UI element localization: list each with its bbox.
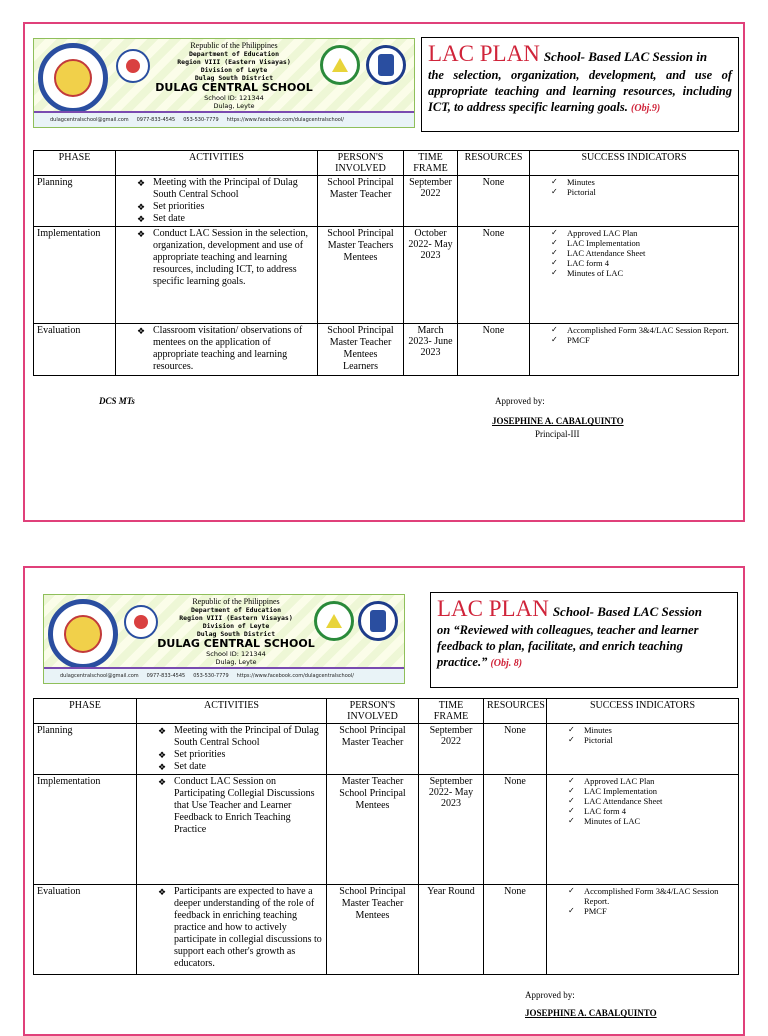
indicator-item: ✓ Minutes	[567, 177, 735, 187]
column-header: PHASE	[34, 699, 137, 724]
telephone-text: 053-530-7779	[193, 673, 229, 679]
indicator-item: ✓ LAC Implementation	[584, 786, 735, 796]
table-row	[34, 724, 739, 775]
school-id: School ID: 121344	[204, 94, 264, 102]
resources-cell: None	[458, 176, 530, 227]
phase-cell: Evaluation	[34, 885, 137, 975]
dulag-central-school-seal-icon	[38, 43, 108, 113]
deped-seal-icon	[366, 45, 406, 85]
indicator-item: ✓ PMCF	[584, 906, 735, 916]
indicators-list	[550, 886, 735, 916]
activity-item: ❖ Set date	[153, 213, 314, 225]
phase-cell: Planning	[34, 724, 137, 775]
indicator-item: ✓ Approved LAC Plan	[584, 776, 735, 786]
school-header-banner	[43, 594, 405, 684]
school-header-text	[154, 42, 314, 110]
approver-position: Principal-III	[535, 429, 580, 439]
activities-list	[119, 177, 314, 225]
column-header: PERSON'S INVOLVED	[318, 151, 404, 176]
column-header: PHASE	[34, 151, 116, 176]
lac-plan-table	[33, 150, 739, 376]
prepared-by-text: DCS MTs	[99, 396, 135, 406]
department-text: Department of Education	[190, 606, 281, 614]
region-text: Region VIII (Eastern Visayas)	[177, 58, 291, 66]
school-location: Dulag, Leyte	[215, 658, 257, 666]
activity-item: ❖ Set priorities	[153, 201, 314, 213]
activity-item: ❖ Conduct LAC Session in the selection, organization, development and use of appropriate teaching and learning resources, including ICT, to address specific learning goals.	[153, 228, 314, 288]
table-row	[34, 324, 739, 376]
region-text: Region VIII (Eastern Visayas)	[179, 614, 293, 622]
indicator-item: ✓ Minutes	[584, 725, 735, 735]
indicator-item: ✓ LAC Attendance Sheet	[584, 796, 735, 806]
column-header: PERSON'S INVOLVED	[327, 699, 419, 724]
table-row	[34, 227, 739, 324]
table-header-row	[34, 699, 739, 724]
column-header: RESOURCES	[484, 699, 547, 724]
lac-plan-page-1	[23, 22, 745, 522]
indicators-list	[533, 325, 735, 345]
indicator-item: ✓ LAC form 4	[584, 806, 735, 816]
plan-title-box	[421, 37, 739, 132]
district-text: Dulag South District	[196, 630, 276, 638]
plan-title: LAC PLAN	[437, 596, 549, 621]
indicator-item: ✓ LAC Implementation	[567, 238, 735, 248]
plan-subtitle: School- Based LAC Session in	[543, 49, 708, 64]
school-name: DULAG CENTRAL SCHOOL	[155, 81, 313, 94]
indicator-item: ✓ Pictorial	[567, 187, 735, 197]
contact-strip	[34, 111, 414, 127]
column-header: TIME FRAME	[404, 151, 458, 176]
division-of-leyte-seal-icon	[320, 45, 360, 85]
indicator-item: ✓ Minutes of LAC	[567, 268, 735, 278]
indicator-item: ✓ LAC form 4	[567, 258, 735, 268]
column-header: TIME FRAME	[419, 699, 484, 724]
plan-subtitle: School- Based LAC Session	[552, 604, 702, 619]
deped-seal-icon	[358, 601, 398, 641]
time-frame-cell: Year Round	[419, 885, 484, 975]
time-frame-cell: October 2022- May 2023	[404, 227, 458, 324]
table-row	[34, 775, 739, 885]
division-text: Division of Leyte	[202, 622, 270, 630]
plan-description: on “Reviewed with colleagues, teacher and learner feedback to plan, facilitate, and enrich teaching practice.” (Obj. 8)	[437, 623, 699, 669]
phase-cell: Implementation	[34, 227, 116, 324]
column-header: SUCCESS INDICATORS	[547, 699, 739, 724]
activities-list	[140, 886, 323, 970]
school-header-text	[156, 598, 316, 666]
time-frame-cell: March 2023- June 2023	[404, 324, 458, 376]
resources-cell: None	[484, 724, 547, 775]
approved-by-label: Approved by:	[495, 396, 545, 406]
activity-item: ❖ Meeting with the Principal of Dulag South Central School	[174, 725, 323, 749]
contact-strip	[44, 667, 404, 683]
school-name: DULAG CENTRAL SCHOOL	[157, 637, 315, 650]
column-header: ACTIVITIES	[116, 151, 318, 176]
time-frame-cell: September 2022	[404, 176, 458, 227]
facebook-text: https://www.facebook.com/dulagcentralschool/	[226, 117, 344, 123]
persons-cell: School Principal Master Teachers Mentees	[318, 227, 404, 324]
indicators-list	[533, 228, 735, 278]
activities-list	[119, 228, 314, 288]
table-row	[34, 176, 739, 227]
column-header: SUCCESS INDICATORS	[530, 151, 739, 176]
approver-name: JOSEPHINE A. CABALQUINTO	[525, 1008, 657, 1018]
activity-item: ❖ Classroom visitation/ observations of mentees on the application of appropriate teaching and learning resources.	[153, 325, 314, 373]
plan-description: the selection, organization, development, and use of appropriate teaching and learning resources, including ICT, to address specific learning goals. (Obj.9)	[428, 68, 732, 114]
indicator-item: ✓ LAC Attendance Sheet	[567, 248, 735, 258]
activities-list	[119, 325, 314, 373]
plan-title: LAC PLAN	[428, 41, 540, 66]
persons-cell: School Principal Master Teacher Mentees	[327, 885, 419, 975]
district-text: Dulag South District	[194, 74, 274, 82]
phase-cell: Implementation	[34, 775, 137, 885]
activity-item: ❖ Participants are expected to have a deeper understanding of the role of feedback in enriching teaching practice and how to actively participate in collegial discussions to support each other's growth as educators.	[174, 886, 323, 970]
mobile-text: 0977-833-4545	[136, 117, 176, 123]
email-text: dulagcentralschool@gmail.com	[60, 673, 139, 679]
lac-plan-page-2	[23, 566, 745, 1036]
resources-cell: None	[458, 324, 530, 376]
district-seal-icon	[124, 605, 158, 639]
republic-text: Republic of the Philippines	[190, 41, 278, 50]
facebook-text: https://www.facebook.com/dulagcentralschool/	[236, 673, 354, 679]
phase-cell: Planning	[34, 176, 116, 227]
school-id: School ID: 121344	[206, 650, 266, 658]
school-location: Dulag, Leyte	[213, 102, 255, 110]
indicators-list	[550, 725, 735, 745]
resources-cell: None	[458, 227, 530, 324]
telephone-text: 053-530-7779	[183, 117, 219, 123]
persons-cell: School Principal Master Teacher	[318, 176, 404, 227]
column-header: RESOURCES	[458, 151, 530, 176]
approver-name: JOSEPHINE A. CABALQUINTO	[492, 416, 624, 426]
indicator-item: ✓ Minutes of LAC	[584, 816, 735, 826]
table-header-row	[34, 151, 739, 176]
activity-item: ❖ Conduct LAC Session on Participating Collegial Discussions that Use Teacher and Learner Feedback to Enrich Teaching Practice	[174, 776, 323, 836]
activity-item: ❖ Set priorities	[174, 749, 323, 761]
column-header: ACTIVITIES	[137, 699, 327, 724]
school-header-banner	[33, 38, 415, 128]
mobile-text: 0977-833-4545	[146, 673, 186, 679]
indicators-list	[533, 177, 735, 197]
phase-cell: Evaluation	[34, 324, 116, 376]
indicator-item: ✓ PMCF	[567, 335, 735, 345]
activity-item: ❖ Set date	[174, 761, 323, 773]
plan-objective: (Obj. 8)	[490, 658, 523, 669]
department-text: Department of Education	[188, 50, 279, 58]
dulag-central-school-seal-icon	[48, 599, 118, 669]
lac-plan-table	[33, 698, 739, 975]
division-text: Division of Leyte	[200, 66, 268, 74]
resources-cell: None	[484, 885, 547, 975]
time-frame-cell: September 2022	[419, 724, 484, 775]
district-seal-icon	[116, 49, 150, 83]
plan-objective: (Obj.9)	[631, 103, 661, 114]
division-of-leyte-seal-icon	[314, 601, 354, 641]
indicator-item: ✓ Accomplished Form 3&4/LAC Session Report.	[584, 886, 735, 906]
table-row	[34, 885, 739, 975]
indicator-item: ✓ Accomplished Form 3&4/LAC Session Report.	[567, 325, 735, 335]
persons-cell: Master Teacher School Principal Mentees	[327, 775, 419, 885]
republic-text: Republic of the Philippines	[192, 597, 280, 606]
plan-title-box	[430, 592, 738, 688]
approved-by-label: Approved by:	[525, 990, 575, 1000]
email-text: dulagcentralschool@gmail.com	[50, 117, 129, 123]
activities-list	[140, 725, 323, 773]
persons-cell: School Principal Master Teacher Mentees Learners	[318, 324, 404, 376]
indicator-item: ✓ Pictorial	[584, 735, 735, 745]
activity-item: ❖ Meeting with the Principal of Dulag South Central School	[153, 177, 314, 201]
indicators-list	[550, 776, 735, 826]
persons-cell: School Principal Master Teacher	[327, 724, 419, 775]
time-frame-cell: September 2022- May 2023	[419, 775, 484, 885]
resources-cell: None	[484, 775, 547, 885]
indicator-item: ✓ Approved LAC Plan	[567, 228, 735, 238]
activities-list	[140, 776, 323, 836]
